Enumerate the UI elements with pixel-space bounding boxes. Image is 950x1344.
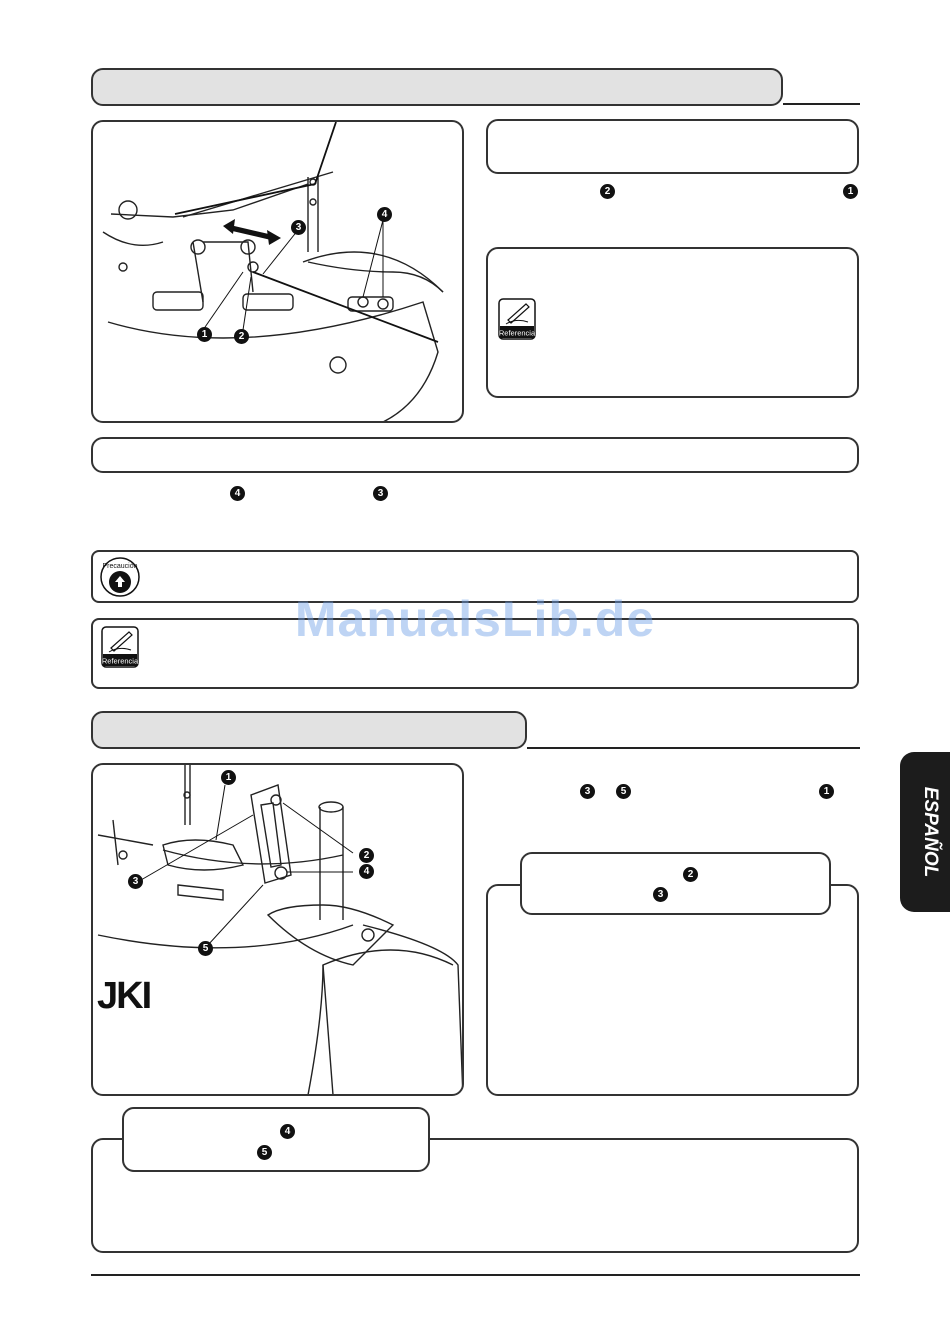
subheading-box-2 [91, 437, 859, 473]
tab-callout-2: 2 [683, 867, 698, 882]
callout-3: 3 [128, 874, 143, 889]
reference-icon [498, 298, 536, 340]
figure-1 [91, 120, 464, 423]
inline-callout-3: 3 [580, 784, 595, 799]
inline-callout-4: 4 [230, 486, 245, 501]
section-rule-1 [783, 103, 860, 105]
callout-2: 2 [234, 329, 249, 344]
reference-icon-label: Referencia [498, 328, 536, 338]
inline-callout-1: 1 [843, 184, 858, 199]
language-tab-label: ESPAÑOL [920, 786, 941, 878]
section-header-1 [91, 68, 783, 106]
callout-2: 2 [359, 848, 374, 863]
callout-3: 3 [291, 220, 306, 235]
figure-2-logo: JKI [97, 975, 151, 1017]
adjust-box-right-tab [520, 852, 831, 915]
section-header-2 [91, 711, 527, 749]
inline-callout-5: 5 [616, 784, 631, 799]
inline-callout-3: 3 [373, 486, 388, 501]
figure-2 [91, 763, 464, 1096]
watermark: ManualsLib.de [294, 591, 656, 647]
language-tab [900, 752, 950, 912]
callout-4: 4 [359, 864, 374, 879]
section-rule-2 [527, 747, 860, 749]
figure-2-drawing [93, 765, 464, 1096]
callout-1: 1 [197, 327, 212, 342]
tab-callout-5: 5 [257, 1145, 272, 1160]
reference-box-1 [486, 247, 859, 398]
caution-icon-label: Precaución [102, 563, 138, 570]
footer-rule [91, 1274, 860, 1276]
figure-1-drawing [93, 122, 464, 423]
subheading-box-1 [486, 119, 859, 174]
callout-1: 1 [221, 770, 236, 785]
tab-callout-3: 3 [653, 887, 668, 902]
adjust-box-bottom-tab [122, 1107, 430, 1172]
callout-4: 4 [377, 207, 392, 222]
tab-callout-4: 4 [280, 1124, 295, 1139]
inline-callout-1: 1 [819, 784, 834, 799]
adjust-box-right [486, 884, 859, 1096]
inline-callout-2: 2 [600, 184, 615, 199]
reference-icon-label: Referencia [101, 656, 139, 666]
callout-5: 5 [198, 941, 213, 956]
